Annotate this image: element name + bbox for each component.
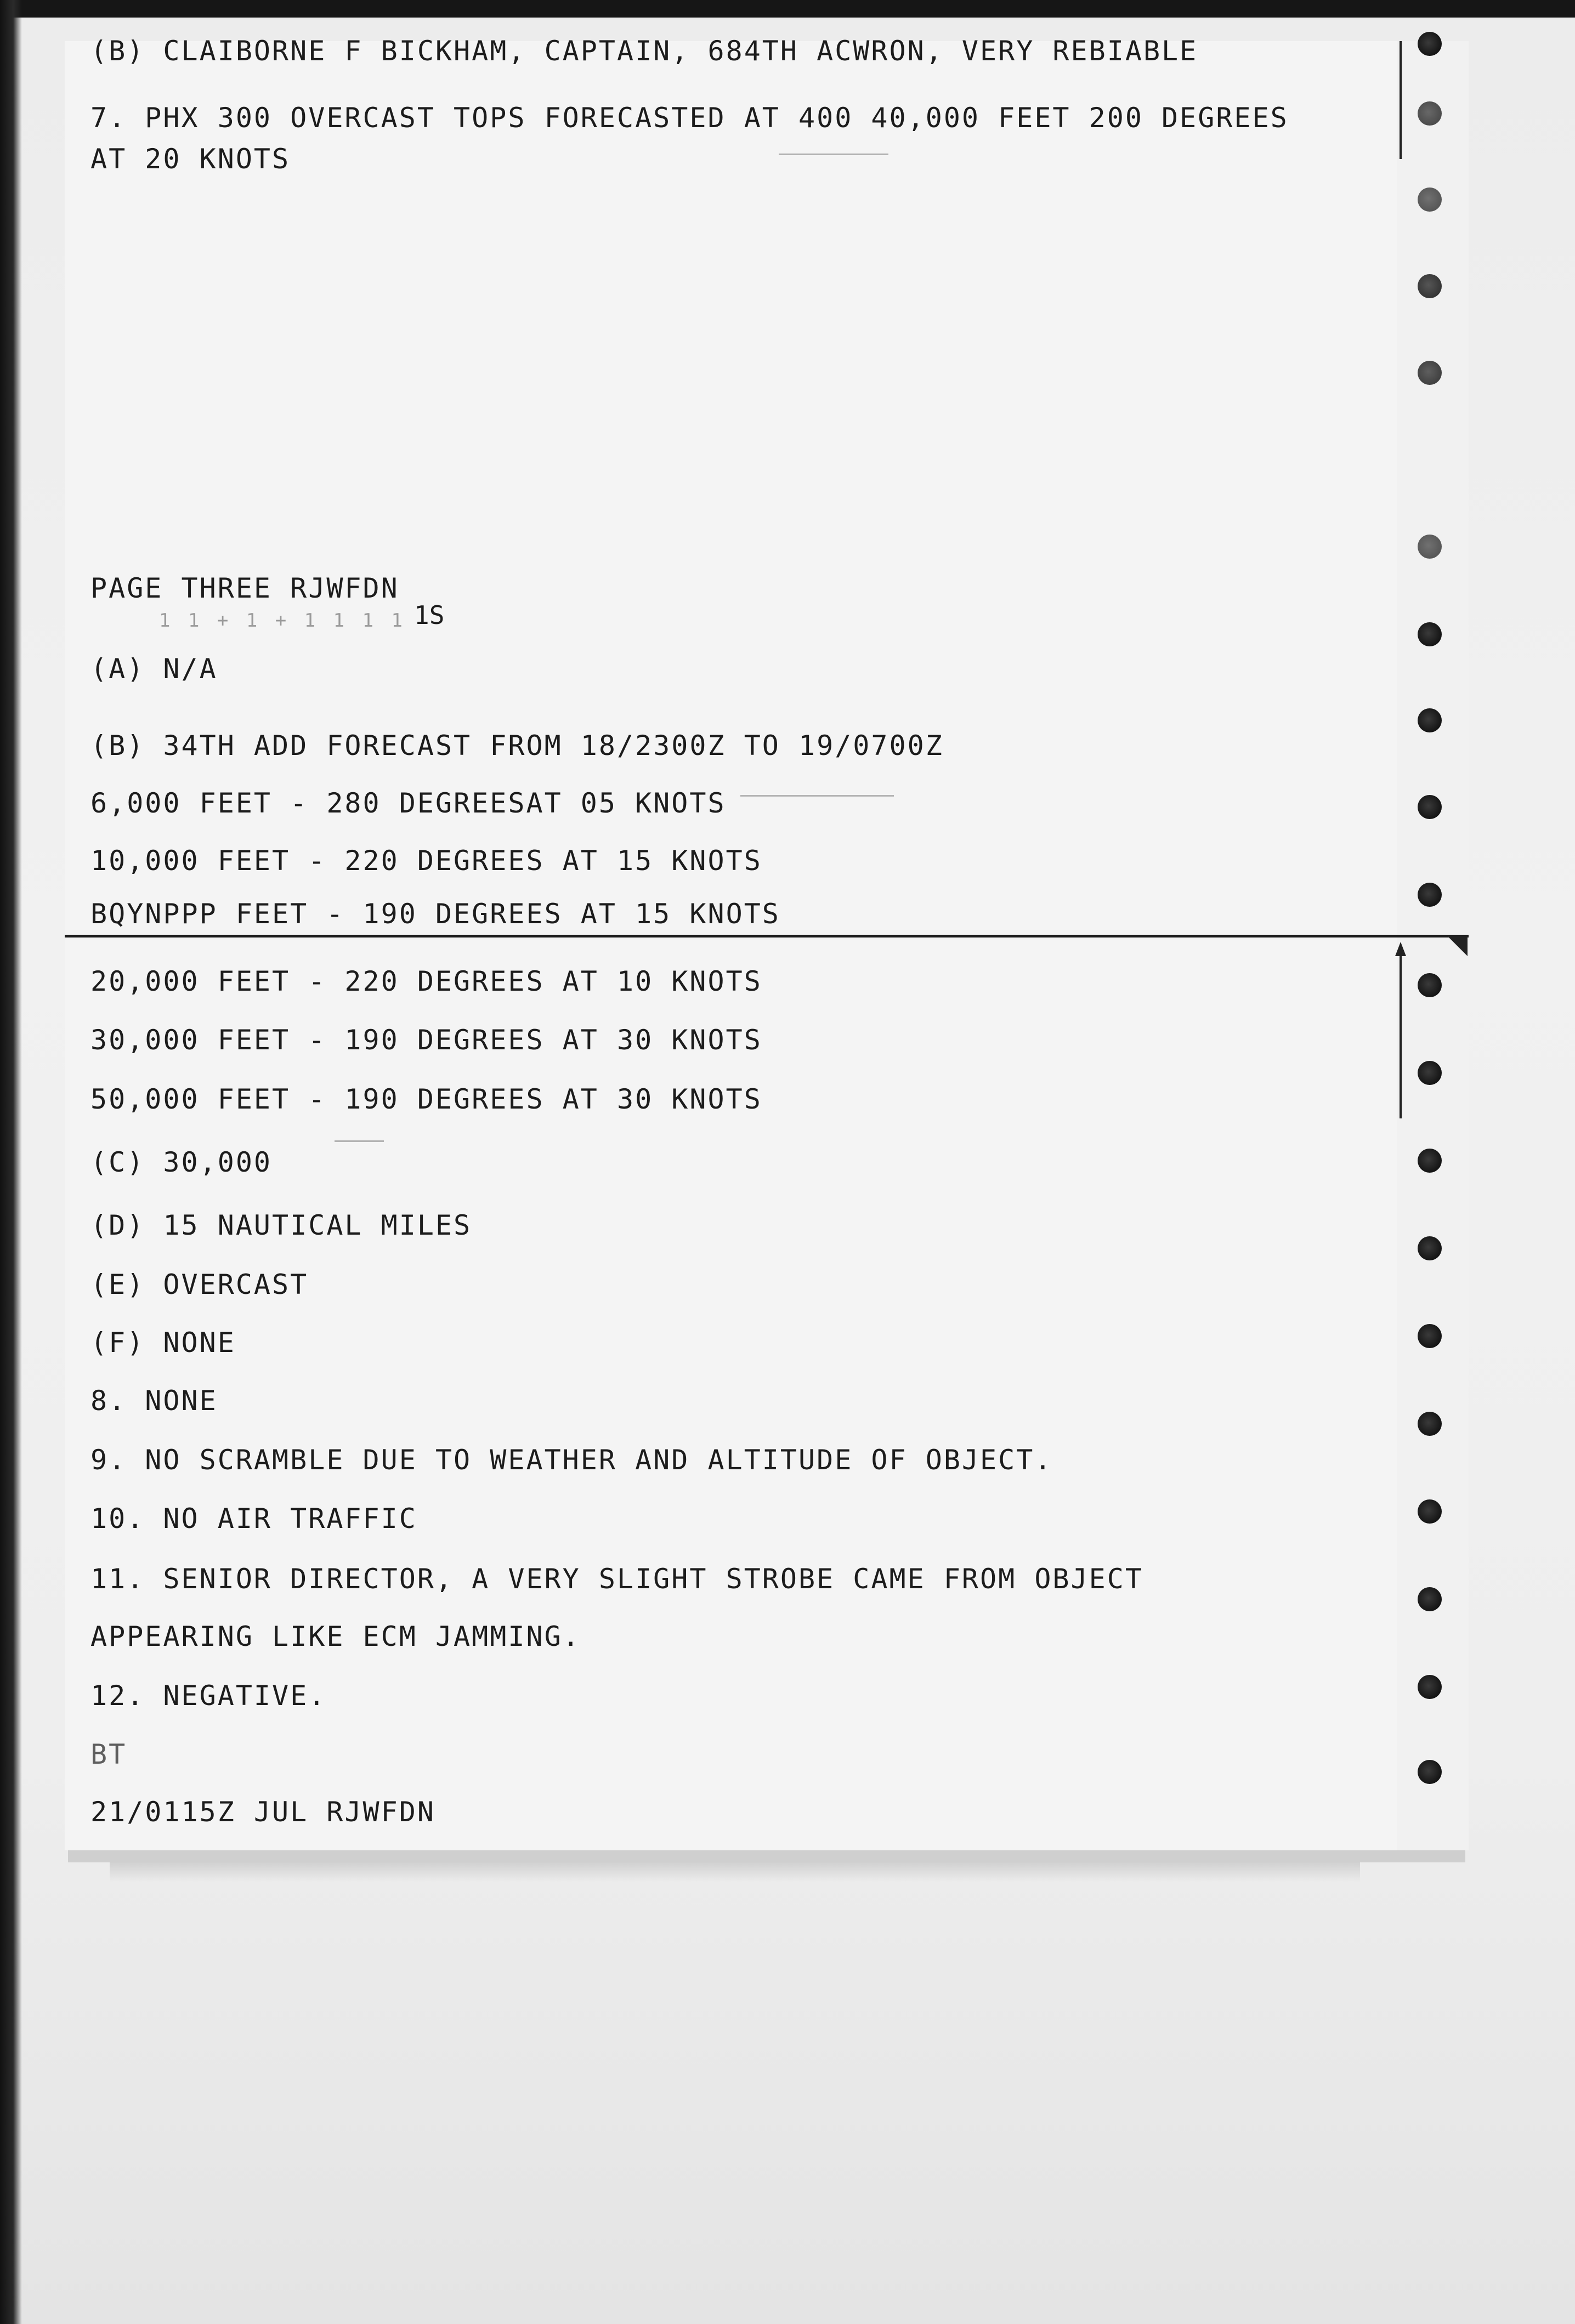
text-line-e: (E) OVERCAST [90,1269,309,1300]
text-line-d: (D) 15 NAUTICAL MILES [90,1209,472,1241]
ghost-mark [740,795,894,797]
margin-rule-lower [1400,954,1402,1118]
text-line-item-7-cont: AT 20 KNOTS [90,143,291,175]
feed-hole [1418,101,1442,126]
feed-hole [1418,1760,1442,1784]
film-top-edge [0,0,1575,18]
text-line-c: (C) 30,000 [90,1146,273,1178]
page-header-suffix: 1S [414,600,445,630]
feed-hole [1418,1587,1442,1611]
text-line-item-9: 9. NO SCRAMBLE DUE TO WEATHER AND ALTITUDE OF OBJECT. [90,1444,1053,1476]
wind-10000: 10,000 FEET - 220 DEGREES AT 15 KNOTS [90,845,762,877]
text-line-a: (A) N/A [90,653,218,685]
feed-hole [1418,1061,1442,1085]
feed-hole [1418,622,1442,646]
text-line-item-7: 7. PHX 300 OVERCAST TOPS FORECASTED AT 400 40,000 FEET 200 DEGREES [90,102,1289,134]
wind-20000: 20,000 FEET - 220 DEGREES AT 10 KNOTS [90,965,762,997]
text-line-item-12: 12. NEGATIVE. [90,1680,327,1712]
wind-50000: 50,000 FEET - 190 DEGREES AT 30 KNOTS [90,1083,762,1115]
page-corner [1448,936,1468,956]
text-line-item-11-cont: APPEARING LIKE ECM JAMMING. [90,1621,581,1652]
wind-30000: 30,000 FEET - 190 DEGREES AT 30 KNOTS [90,1024,762,1056]
feed-hole [1418,187,1442,212]
feed-hole [1418,1236,1442,1260]
text-line-b: (B) 34TH ADD FORECAST FROM 18/2300Z TO 19/0700Z [90,730,944,762]
feed-hole [1418,1499,1442,1524]
feed-hole [1418,1675,1442,1699]
text-line-witness: (B) CLAIBORNE F BICKHAM, CAPTAIN, 684TH ACWRON, VERY REBIABLE [90,35,1198,67]
sheet-shadow [110,1849,1360,1882]
page-header: PAGE THREE RJWFDN [90,572,399,604]
feed-hole [1418,883,1442,907]
feed-hole [1418,535,1442,559]
feed-hole [1418,1324,1442,1348]
text-line-item-8: 8. NONE [90,1385,218,1417]
bleed-through-marks: 1 1 + 1 + 1 1 1 1 [159,610,406,632]
ghost-mark [335,1140,384,1142]
feed-hole [1418,795,1442,819]
page-separator [65,935,1469,937]
text-line-dtg: 21/0115Z JUL RJWFDN [90,1796,435,1828]
wind-garbled: BQYNPPP FEET - 190 DEGREES AT 15 KNOTS [90,898,780,930]
wind-6000: 6,000 FEET - 280 DEGREESAT 05 KNOTS [90,787,726,819]
text-line-item-11: 11. SENIOR DIRECTOR, A VERY SLIGHT STROBE CAME FROM OBJECT [90,1563,1143,1595]
ghost-mark [779,154,888,155]
text-line-f: (F) NONE [90,1327,236,1359]
margin-arrow-icon [1395,942,1406,956]
margin-rule-upper [1400,41,1402,159]
feed-hole [1418,1149,1442,1173]
feed-hole [1418,361,1442,385]
feed-hole [1418,708,1442,732]
feed-hole [1418,32,1442,56]
text-line-bt: BT [90,1738,127,1770]
film-left-edge [0,0,22,2324]
feed-hole [1418,1412,1442,1436]
feed-hole [1418,274,1442,298]
text-line-item-10: 10. NO AIR TRAFFIC [90,1503,417,1535]
feed-hole [1418,973,1442,997]
